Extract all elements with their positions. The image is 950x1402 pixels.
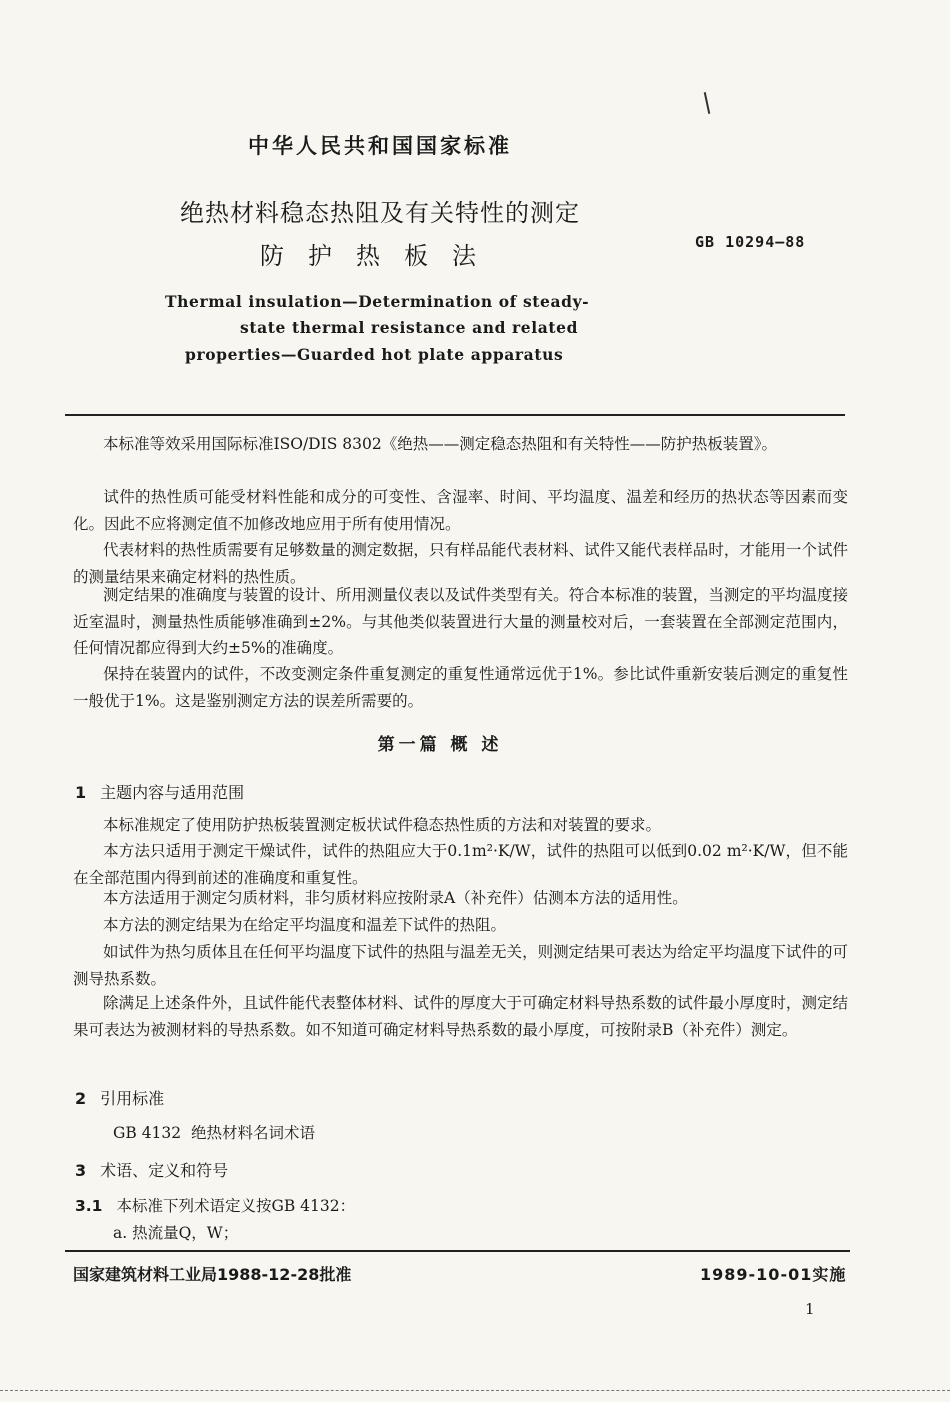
pen-mark xyxy=(704,92,711,114)
foreword-paragraph: 代表材料的热性质需要有足够数量的测定数据，只有样品能代表材料、试件又能代表样品时，才能用一个试件的测量结果来确定材料的热性质。 xyxy=(73,541,848,586)
title-cn-line1: 绝热材料稳态热阻及有关特性的测定 xyxy=(180,199,580,227)
title-en-line2: state thermal resistance and related xyxy=(240,318,579,337)
section-2-heading: 2 引用标准 xyxy=(75,1089,165,1108)
section-1-paragraph: 本标准规定了使用防护热板装置测定板状试件稳态热性质的方法和对装置的要求。 xyxy=(103,816,662,834)
part-title: 第一篇 概 述 xyxy=(377,735,503,755)
foreword-paragraph: 本标准等效采用国际标准ISO/DIS 8302《绝热——测定稳态热阻和有关特性——防护热板装置》。 xyxy=(103,435,777,453)
section-1-paragraph: 除满足上述条件外，且试件能代表整体材料、试件的厚度大于可确定材料导热系数的试件最小厚度时，测定结果可表达为被测材料的导热系数。如不知道可确定材料导热系数的最小厚度，可按附录B（补充件）测定。 xyxy=(73,994,848,1039)
page-number: 1 xyxy=(805,1300,815,1318)
standard-code: GB 10294—88 xyxy=(695,233,806,251)
section-1-paragraph: 本方法的测定结果为在给定平均温度和温差下试件的热阻。 xyxy=(103,916,507,934)
section-1-paragraph: 本方法只适用于测定干燥试件，试件的热阻应大于0.1m²·K/W，试件的热阻可以低到0.02 m²·K/W，但不能在全部范围内得到前述的准确度和重复性。 xyxy=(73,842,848,887)
foreword-paragraph: 试件的热性质可能受材料性能和成分的可变性、含湿率、时间、平均温度、温差和经历的热状态等因素而变化。因此不应将测定值不加修改地应用于所有使用情况。 xyxy=(73,488,848,533)
title-cn-line2: 防护热板法 xyxy=(260,242,500,270)
term-item-a: a. 热流量Q，W； xyxy=(113,1224,239,1242)
foreword-paragraph: 测定结果的准确度与装置的设计、所用测量仪表以及试件类型有关。符合本标准的装置，当测定的平均温度接近室温时，测量热性质能够准确到±2%。与其他类似装置进行大量的测量校对后，一套装置在全部测定范围内，任何情况都应得到大约±5%的准确度。 xyxy=(73,586,848,657)
subsection-3-1: 3.1 本标准下列术语定义按GB 4132： xyxy=(75,1197,356,1215)
reference-standard: GB 4132 绝热材料名词术语 xyxy=(113,1124,316,1142)
scan-edge xyxy=(0,1390,950,1391)
country-standard-heading: 中华人民共和国国家标准 xyxy=(248,134,512,158)
header-rule xyxy=(65,414,845,416)
foreword-paragraph: 保持在装置内的试件，不改变测定条件重复测定的重复性通常远优于1%。参比试件重新安装后测定的重复性一般优于1%。这是鉴别测定方法的误差所需要的。 xyxy=(73,665,848,710)
section-1-heading: 1 主题内容与适用范围 xyxy=(75,783,245,802)
section-1-paragraph: 如试件为热匀质体且在任何平均温度下试件的热阻与温差无关，则测定结果可表达为给定平均温度下试件的可测导热系数。 xyxy=(73,943,848,988)
section-3-heading: 3 术语、定义和符号 xyxy=(75,1161,229,1180)
approval-date: 国家建筑材料工业局1988-12-28批准 xyxy=(73,1265,352,1284)
section-1-paragraph: 本方法适用于测定匀质材料，非匀质材料应按附录A（补充件）估测本方法的适用性。 xyxy=(103,889,688,907)
title-en-line1: Thermal insulation—Determination of steady- xyxy=(165,292,590,311)
title-en-line3: properties—Guarded hot plate apparatus xyxy=(185,345,564,364)
footer-rule xyxy=(65,1250,850,1252)
effective-date: 1989-10-01实施 xyxy=(700,1265,847,1284)
